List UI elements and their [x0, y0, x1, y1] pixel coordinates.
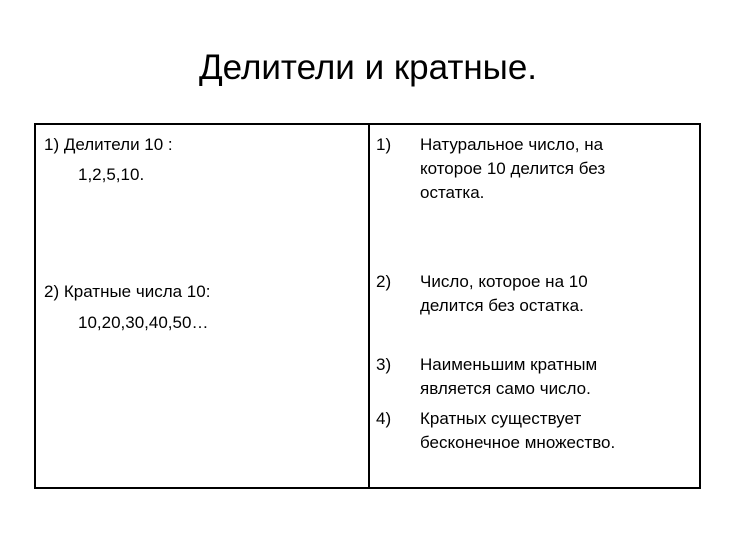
slide-title: Делители и кратные.: [198, 48, 538, 87]
item-1-line-1: Натуральное число, на: [420, 135, 604, 154]
item-2-number: 2): [376, 272, 392, 291]
item-4-number: 4): [376, 409, 392, 428]
item-1-line-2: которое 10 делится без: [420, 159, 606, 178]
item-4-line-2: бесконечное множество.: [420, 433, 616, 452]
item-3-line-1: Наименьшим кратным: [420, 355, 598, 374]
divisors-values: 1,2,5,10.: [78, 165, 145, 184]
item-1-number: 1): [376, 135, 392, 154]
definitions-table: [34, 123, 701, 489]
column-divider: [368, 125, 370, 487]
item-1-line-3: остатка.: [420, 183, 485, 202]
multiples-values: 10,20,30,40,50…: [78, 313, 209, 332]
item-2-line-1: Число, которое на 10: [420, 272, 588, 291]
item-3-number: 3): [376, 355, 392, 374]
item-4-line-1: Кратных существует: [420, 409, 582, 428]
item-2-line-2: делится без остатка.: [420, 296, 584, 315]
multiples-heading: 2) Кратные числа 10:: [44, 282, 211, 301]
divisors-heading: 1) Делители 10 :: [44, 135, 173, 154]
item-3-line-2: является само число.: [420, 379, 591, 398]
